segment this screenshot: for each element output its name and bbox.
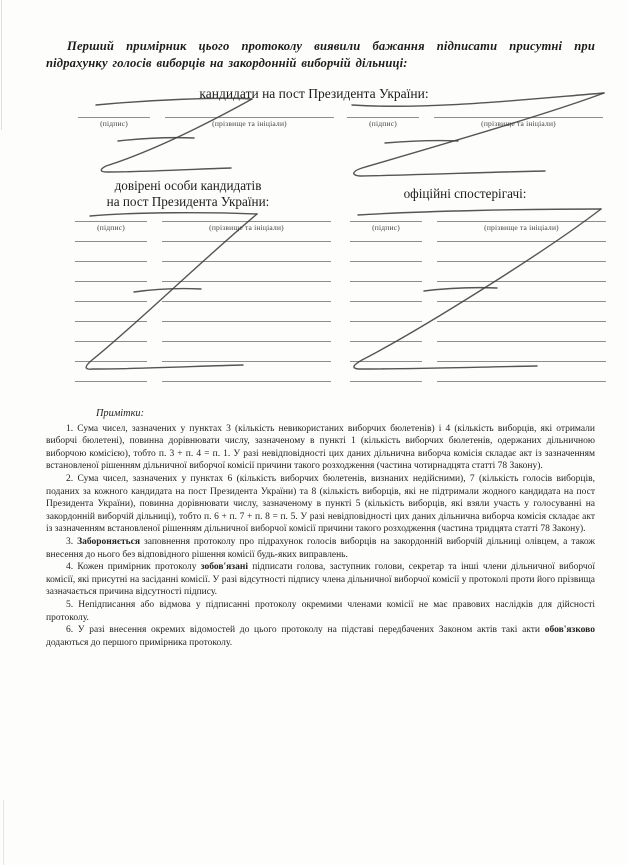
name-line [437,301,606,321]
name-line [434,117,603,137]
name-line [437,381,606,401]
name-label: (прізвище та ініціали) [484,223,559,232]
name-line [437,281,606,301]
signature-row [350,241,606,261]
intro-paragraph: Перший примірник цього протоколу виявили бажання підписати присутні при підрахунку голосів виборців на закордонній виборчій дільниці: [46,38,595,71]
name-line [162,301,331,321]
name-line [162,341,331,361]
signature-row [75,221,331,241]
signature-line [350,281,422,301]
signature-row [75,281,331,301]
name-line [162,361,331,381]
signature-line [350,321,422,341]
note-item: 1. Сума чисел, зазначених у пунктах 3 (кількість невикористаних виборчих бюлетенів) і 4 (кількість виборців, які отримали виборчі бюлетені), повинна дорівнювати числу, зазначеному в пункті 1 (кількість виборчих бюлетенів, одержаних дільничною виборчою комісією), тобто п. 3 + п. 4 = п. 1. У разі невідповідності цих даних дільнична виборча комісія складає акт із зазначенням встановленої рішенням дільничної виборчої комісії причини такого розходження (частина чотирнадцята статті 78 Закону). [46,423,595,472]
signature-line [347,117,419,137]
scan-artifact [3,800,4,865]
name-line [437,361,606,381]
signature-row [350,381,606,401]
signature-line [350,241,422,261]
name-line [437,321,606,341]
signature-line [75,341,147,361]
signature-row [75,341,331,361]
signature-row [350,321,606,341]
signature-line [75,281,147,301]
note-item: 6. У разі внесення окремих відомостей до цього протоколу на підставі передбачених Законом актів такі акти обов'язково додаються до першого примірника протоколу. [46,625,595,648]
signature-row [75,261,331,281]
signature-line [75,261,147,281]
notes-list [46,423,595,650]
trustees-heading [68,178,308,209]
signature-line [350,361,422,381]
signature-row [350,261,606,281]
signature-label: (підпис) [372,223,400,232]
signature-label: (підпис) [369,119,397,128]
signature-line [350,381,422,401]
observers-signature-column [350,221,606,401]
name-line [162,381,331,401]
candidates-signature-column-right [347,117,603,137]
signature-row [75,241,331,261]
signature-line [75,381,147,401]
signature-row [350,281,606,301]
signature-row [350,301,606,321]
name-label: (прізвище та ініціали) [212,119,287,128]
name-line [165,117,334,137]
signature-row [347,117,603,137]
scan-artifact [1,0,2,130]
signature-line [75,301,147,321]
signature-line [75,241,147,261]
candidates-heading: кандидати на пост Президента України: [199,86,429,101]
signature-line [75,321,147,341]
name-line [162,261,331,281]
observers-heading: офіційні спостерігачі: [403,186,527,201]
signature-row [350,341,606,361]
signature-row [75,321,331,341]
candidates-signature-column-left [78,117,334,137]
signature-row [350,221,606,241]
name-line [162,221,331,241]
notes-title: Примітки: [96,408,144,419]
signature-label: (підпис) [97,223,125,232]
signature-line [350,221,422,241]
note-item: 5. Непідписання або відмова у підписанні протоколу окремими членами комісії не має правових наслідків для дійсності протоколу. [46,599,595,623]
signature-row [350,361,606,381]
signature-line [75,221,147,241]
signature-row [75,301,331,321]
note-item: 4. Кожен примірник протоколу зобов'язані підписати голова, заступник голови, секретар та інші члени дільничної виборчої комісії, які присутні на засіданні комісії. У разі відсутності підпису члена дільничної виборчої комісії у протоколі проти його прізвища зазначається причина відсутності підпису. [46,562,595,598]
trustees-heading-line2: на пост Президента України: [106,193,270,209]
signature-line [350,301,422,321]
name-line [437,341,606,361]
name-line [437,261,606,281]
signature-row [78,117,334,137]
name-line [162,281,331,301]
signature-row [75,361,331,381]
note-item: 3. Забороняється заповнення протоколу про підрахунок голосів виборців на закордонній виборчій дільниці олівцем, а також внесення до нього без відповідного рішення комісії будь-яких виправлень. [46,536,595,560]
signature-line [78,117,150,137]
name-line [437,221,606,241]
trustees-signature-column [75,221,331,401]
signature-line [350,261,422,281]
name-line [162,241,331,261]
signature-line [350,341,422,361]
name-line [437,241,606,261]
notes-section [46,408,595,649]
signature-line [75,361,147,381]
name-label: (прізвище та ініціали) [481,119,556,128]
signature-row [75,381,331,401]
name-label: (прізвище та ініціали) [209,223,284,232]
signature-label: (підпис) [100,119,128,128]
name-line [162,321,331,341]
note-item: 2. Сума чисел, зазначених у пунктах 6 (кількість виборчих бюлетенів, визнаних недійсними), 7 (кількість голосів виборців, поданих за кожного кандидата на пост Президента України) та 8 (кількість виборців, які не підтримали жодного кандидата на пост Президента України), повинна дорівнювати числу, зазначеному в пункті 5 (кількість виборців, які взяли участь у голосуванні на закордонній виборчій дільниці), тобто п. 6 + п. 7 + п. 8 = п. 5. У разі невідповідності цих даних дільнична виборча комісія складає акт із зазначенням встановленої рішенням дільничної виборчої комісії причини такого розходження (частина тридцята статті 78 Закону). [46,473,595,535]
trustees-heading-line1: довірені особи кандидатів [114,178,262,193]
